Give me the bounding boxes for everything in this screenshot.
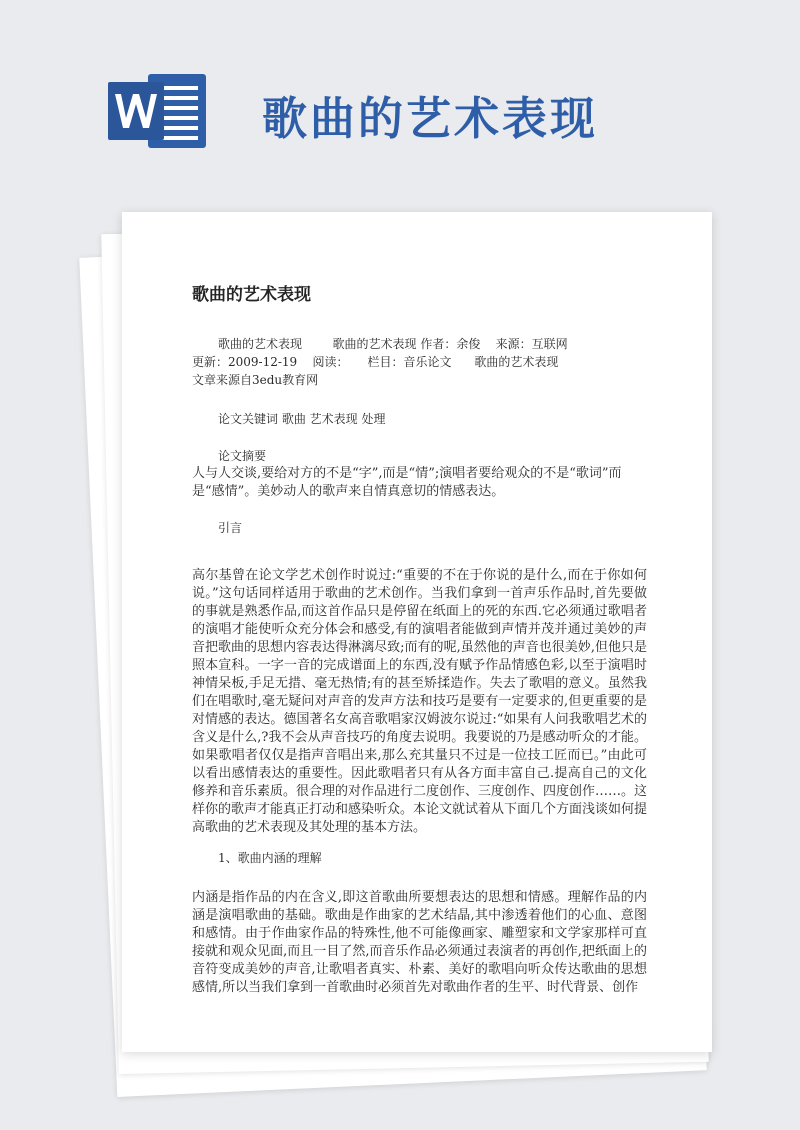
- document-body: [192, 284, 647, 997]
- abstract-heading: 论文摘要: [218, 449, 267, 463]
- keywords: 论文关键词 歌曲 艺术表现 处理: [218, 412, 386, 426]
- meta-line-2: 更新：2009-12-19 阅读： 栏目：音乐论文 歌曲的艺术表现: [192, 355, 559, 369]
- abstract-text: 人与人交谈,要给对方的不是“字”,而是“情”;演唱者要给观众的不是“歌词”而是“感情”。美妙动人的歌声来自情真意切的情感表达。: [192, 466, 622, 499]
- document-title: 歌曲的艺术表现: [192, 285, 311, 305]
- meta-line-1: 歌曲的艺术表现 歌曲的艺术表现 作者：余俊 来源：互联网: [218, 337, 568, 351]
- document-page: [122, 212, 712, 1052]
- banner-title: 歌曲的艺术表现: [262, 92, 599, 145]
- section-heading: 1、歌曲内涵的理解: [218, 851, 322, 865]
- section-paragraph: 内涵是指作品的内在含义,即这首歌曲所要想表达的思想和情感。理解作品的内涵是演唱歌曲的基础。歌曲是作曲家的艺术结晶,其中渗透着他们的心血、意图和感情。由于作曲家作品的特殊性,他不可能像画家、雕塑家和文学家那样可直接就和观众见面,而且一目了然,而音乐作品必须通过表演者的再创作,把纸面上的音符变成美妙的声音,让歌唱者真实、朴素、美好的歌唱向听众传达歌曲的思想感情,所以当我们拿到一首歌曲时必须首先对歌曲作者的生平、时代背景、创作: [192, 890, 647, 995]
- intro-heading: 引言: [218, 521, 243, 535]
- intro-paragraph: 高尔基曾在论文学艺术创作时说过:“重要的不在于你说的是什么,而在于你如何说。”这句话同样适用于歌曲的艺术创作。当我们拿到一首声乐作品时,首先要做的事就是熟悉作品,而这首作品只是停留在纸面上的死的东西.它必须通过歌唱者的演唱才能使听众充分体会和感受,有的演唱者能做到声情并茂并通过美妙的声音把歌曲的思想内容表达得淋漓尽致;而有的呢,虽然他的声音也很美妙,但他只是照本宣科。一字一音的完成谱面上的东西,没有赋予作品情感色彩,以至于演唱时神情呆板,手足无措、毫无热情;有的甚至矫揉造作。失去了歌唱的意义。虽然我们在唱歌时,毫无疑问对声音的发声方法和技巧是要有一定要求的,但更重要的是对情感的表达。德国著名女高音歌唱家汉姆波尔说过:“如果有人问我歌唱艺术的含义是什么,?我不会从声音技巧的角度去说明。我要说的乃是感动听众的才能。如果歌唱者仅仅是指声音唱出来,那么充其量只不过是一位技工匠而已。”由此可以看出感情表达的重要性。因此歌唱者只有从各方面丰富自己.提高自己的文化修养和音乐素质。很合理的对作品进行二度创作、三度创作、四度创作……。这样你的歌声才能真正打动和感染听众。本论文就试着从下面几个方面浅谈如何提高歌曲的艺术表现及其处理的基本方法。: [192, 568, 648, 835]
- word-document-icon: [108, 68, 212, 154]
- meta-line-3: 文章来源自3edu教育网: [192, 373, 319, 387]
- article-meta: [192, 335, 647, 389]
